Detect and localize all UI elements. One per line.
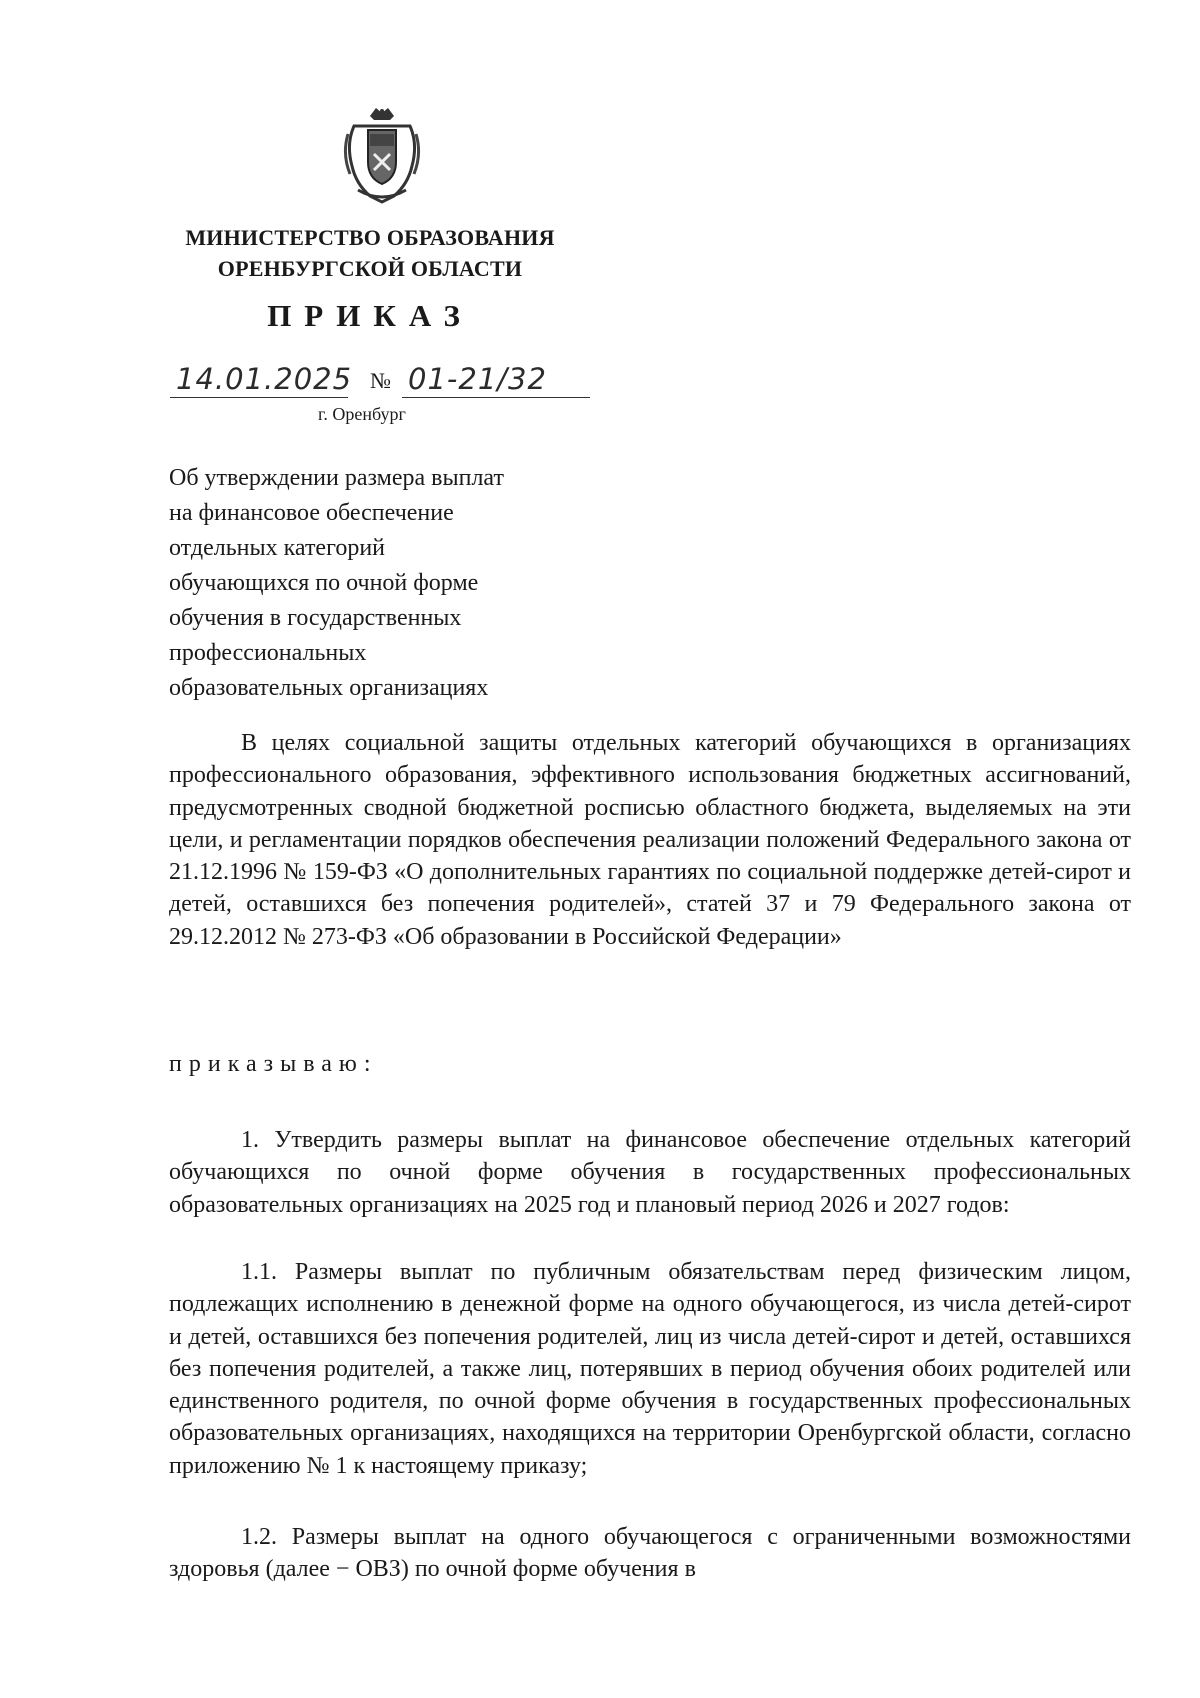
date-underline: [170, 397, 348, 398]
subject-line: профессиональных: [169, 640, 367, 666]
subject-line: обучающихся по очной форме: [169, 570, 479, 596]
handwritten-number: 01-21/32: [408, 362, 547, 396]
number-sign: №: [370, 368, 391, 393]
item-1-2-paragraph: 1.2. Размеры выплат на одного обучающегося с ограниченными возможностями здоровья (далее − ОВЗ) по очной форме обучения в: [169, 1524, 1131, 1583]
item-1-paragraph: 1. Утвердить размеры выплат на финансовое обеспечение отдельных категорий обучающихся по очной форме обучения в государственных профессиональных образовательных организациях на 2025 год и плановый период 2026 и 2027 годов:: [169, 1127, 1131, 1218]
handwritten-date: 14.01.2025: [176, 362, 353, 396]
document-subject: [169, 461, 589, 706]
subject-line: образовательных организациях: [169, 675, 489, 701]
ministry-name-line1: МИНИСТЕРСТВО ОБРАЗОВАНИЯ: [185, 225, 555, 250]
subject-line: на финансовое обеспечение: [169, 500, 454, 526]
registration-row: [170, 362, 590, 402]
number-underline: [402, 397, 590, 398]
ministry-header: [150, 222, 590, 284]
coat-of-arms-emblem: [340, 104, 424, 204]
preamble-paragraph: В целях социальной защиты отдельных категорий обучающихся в организациях профессионального образования, эффективного использования бюджетных ассигнований, предусмотренных сводной бюджетной росписью областного бюджета, выделяемых на эти цели, и регламентации порядков обеспечения реализации положений Федерального закона от 21.12.1996 № 159-ФЗ «О дополнительных гарантиях по социальной поддержке детей-сирот и детей, оставшихся без попечения родителей», статей 37 и 79 Федерального закона от 29.12.2012 № 273-ФЗ «Об образовании в Российской Федерации»: [169, 730, 1131, 950]
item-1-1-paragraph: 1.1. Размеры выплат по публичным обязательствам перед физическим лицом, подлежащих исполнению в денежной форме на одного обучающегося, из числа детей-сирот и детей, оставшихся без попечения родителей, лиц из числа детей-сирот и детей, оставшихся без попечения родителей, а также лиц, потерявших в период обучения обоих родителей или единственного родителя, по очной форме обучения в государственных профессиональных образовательных организациях, находящихся на территории Оренбургской области, согласно приложению № 1 к настоящему приказу;: [169, 1259, 1131, 1479]
document-type-title: ПРИКАЗ: [267, 298, 473, 333]
subject-line: отдельных категорий: [169, 535, 386, 561]
subject-line: обучения в государственных: [169, 605, 462, 631]
city-label: г. Оренбург: [318, 404, 406, 424]
subject-line: Об утверждении размера выплат: [169, 465, 504, 491]
decree-word: приказываю:: [169, 1051, 378, 1077]
ministry-name-line2: ОРЕНБУРГСКОЙ ОБЛАСТИ: [217, 256, 523, 281]
